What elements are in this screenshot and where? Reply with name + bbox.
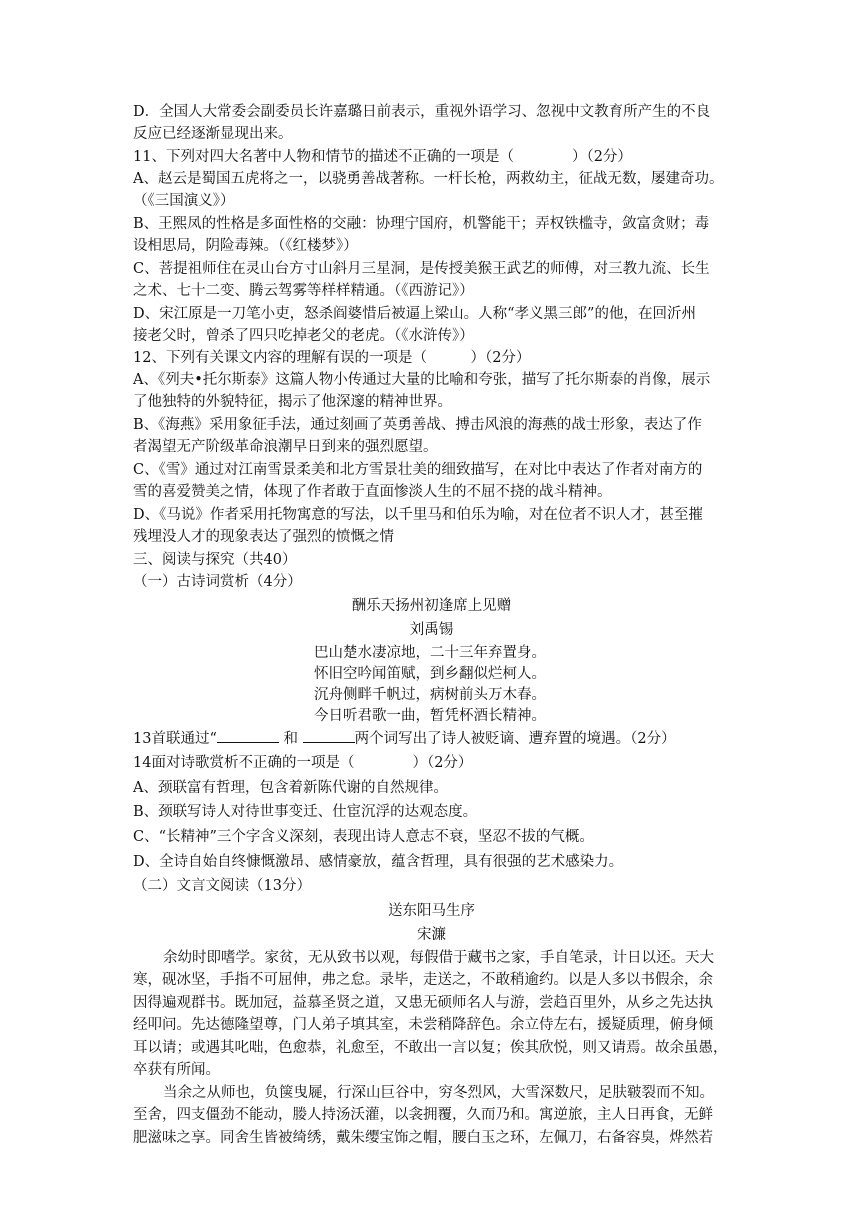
prose-author: 宋濂 (417, 927, 446, 943)
q12-option-b-line-2: 者渴望无产阶级革命浪潮早日到来的强烈愿望。 (133, 439, 438, 455)
q12-option-c-line-2: 雪的喜爱赞美之情，体现了作者敢于直面惨淡人生的不屈不挠的战斗精神。 (133, 484, 612, 500)
prose-line-5: 耳以请；或遇其叱咄，色愈恭，礼愈至，不敢出一言以复；俟其欣悦，则又请焉。故余虽愚， (133, 1040, 728, 1056)
q12-option-c-line-1: C、《雪》通过对江南雪景柔美和北方雪景壮美的细致描写，在对比中表达了作者对南方的 (133, 462, 703, 478)
poem-line-3: 沉舟侧畔千帆过，病树前头万木春。 (314, 687, 546, 703)
poem-line-2: 怀旧空吟闻笛赋，到乡翻似烂柯人。 (314, 666, 546, 682)
q12-option-d-line-1: D、《马说》作者采用托物寓意的写法，以千里马和伯乐为喻，对在位者不识人才，甚至摧 (133, 507, 703, 523)
poem-line-1: 巴山楚水凄凉地，二十三年弃置身。 (314, 645, 546, 661)
q14-option-d: D、全诗自始自终慷慨激昂、感情豪放，蕴含哲理，具有很强的艺术感染力。 (133, 854, 624, 870)
q14-option-a: A、颈联富有哲理，包含着新陈代谢的自然规律。 (133, 780, 448, 796)
q11-option-a-line-2: （《三国演义》） (133, 193, 235, 209)
q11-option-a-line-1: A、赵云是蜀国五虎将之一，以骁勇善战著称。一杆长枪，两救幼主，征战无数，屡建奇功。 (133, 171, 724, 187)
prose-line-7: 当余之从师也，负箧曳屣，行深山巨谷中，穷冬烈风，大雪深数尺，足肤皲裂而不知。 (163, 1085, 714, 1101)
prose-line-2: 寒，砚冰坚，手指不可屈伸，弗之怠。录毕，走送之，不敢稍逾约。以是人多以书假余，余 (133, 972, 713, 988)
q14-option-b: B、颈联写诗人对待世事变迁、仕宦沉浮的达观态度。 (133, 804, 478, 820)
prose-title: 送东阳马生序 (388, 903, 475, 919)
poem-line-4: 今日听君歌一曲，暂凭杯酒长精神。 (314, 708, 546, 724)
poem-author: 刘禹锡 (409, 622, 454, 638)
question-13 (133, 728, 676, 750)
q12-option-a-line-1: A、《列夫•托尔斯泰》这篇人物小传通过大量的比喻和夸张，描写了托尔斯泰的肖像，展示 (133, 372, 711, 388)
q12-option-b-line-1: B、《海燕》采用象征手法，通过刻画了英勇善战、搏击风浪的海燕的战士形象，表达了作 (133, 417, 702, 433)
subsection-classical-heading: （二）文言文阅读（13分） (133, 878, 311, 894)
q13-blank-1[interactable] (217, 728, 279, 743)
prose-line-6: 卒获有所闻。 (133, 1062, 220, 1078)
prose-line-3: 因得遍观群书。既加冠，益慕圣贤之道，又患无硕师名人与游，尝趋百里外，从乡之先达执 (133, 995, 713, 1011)
q11-option-d-line-2: 接老父时，曾杀了四只吃掉老父的老虎。（《水浒传》） (133, 328, 474, 344)
section-3-heading: 三、阅读与探究（共40） (133, 552, 297, 568)
prose-line-9: 肥滋味之享。同舍生皆被绮绣，戴朱缨宝饰之帽，腰白玉之环，左佩刀，右备容臭，烨然若 (133, 1130, 713, 1146)
q12-option-d-line-2: 残埋没人才的现象表达了强烈的愤慨之情 (133, 529, 394, 545)
question-12-stem: 12、下列有关课文内容的理解有误的一项是（ ）（2分） (133, 350, 531, 366)
q11-option-b-line-1: B、王熙凤的性格是多面性格的交融：协理宁国府，机警能干；弄权铁槛寺，敛富贪财；毒 (133, 216, 710, 232)
prose-line-1: 余幼时即嗜学。家贫，无从致书以观，每假借于藏书之家，手自笔录，计日以还。天大 (163, 950, 714, 966)
q11-option-d-line-1: D、宋江原是一刀笔小吏，怒杀阎婆惜后被逼上梁山。人称“孝义黑三郎”的他，在回沂州 (133, 306, 696, 322)
prose-line-4: 经叩问。先达德隆望尊，门人弟子填其室，未尝稍降辞色。余立侍左右，援疑质理，俯身倾 (133, 1017, 713, 1033)
q13-suffix: 两个词写出了诗人被贬谪、遭弃置的境遇。（2分） (354, 731, 676, 747)
option-d-line-2: 反应已经逐渐显现出来。 (133, 126, 293, 142)
prose-line-8: 至舍，四支僵劲不能动，媵人持汤沃灌，以衾拥覆，久而乃和。寓逆旅，主人日再食，无鲜 (133, 1107, 713, 1123)
q14-option-c: C、“长精神”三个字含义深刻，表现出诗人意志不衰，坚忍不拔的气概。 (133, 829, 594, 845)
q11-option-b-line-2: 设相思局，阴险毒辣。（《红楼梦》） (133, 238, 358, 254)
question-14-stem: 14面对诗歌赏析不正确的一项是（ ）（2分） (133, 755, 473, 771)
q11-option-c-line-1: C、菩提祖师住在灵山台方寸山斜月三星洞，是传授美猴王武艺的师傅，对三教九流、长生 (133, 261, 710, 277)
question-11-stem: 11、下列对四大名著中人物和情节的描述不正确的一项是（ ）（2分） (133, 149, 632, 165)
subsection-poetry-heading: （一）古诗词赏析（4分） (133, 574, 302, 590)
q12-option-a-line-2: 了他独特的外貌特征，揭示了他深邃的精神世界。 (133, 394, 452, 410)
option-d-line-1: D．全国人大常委会副委员长许嘉璐日前表示，重视外语学习、忽视中文教育所产生的不良 (133, 104, 711, 120)
q13-prefix: 13首联通过“ (133, 731, 217, 747)
q11-option-c-line-2: 之术、七十二变、腾云驾雾等样样精通。（《西游记》） (133, 283, 474, 299)
poem-title: 酬乐天扬州初逢席上见赠 (351, 598, 512, 614)
q13-blank-2[interactable] (303, 728, 355, 743)
q13-middle: 和 (278, 731, 303, 747)
